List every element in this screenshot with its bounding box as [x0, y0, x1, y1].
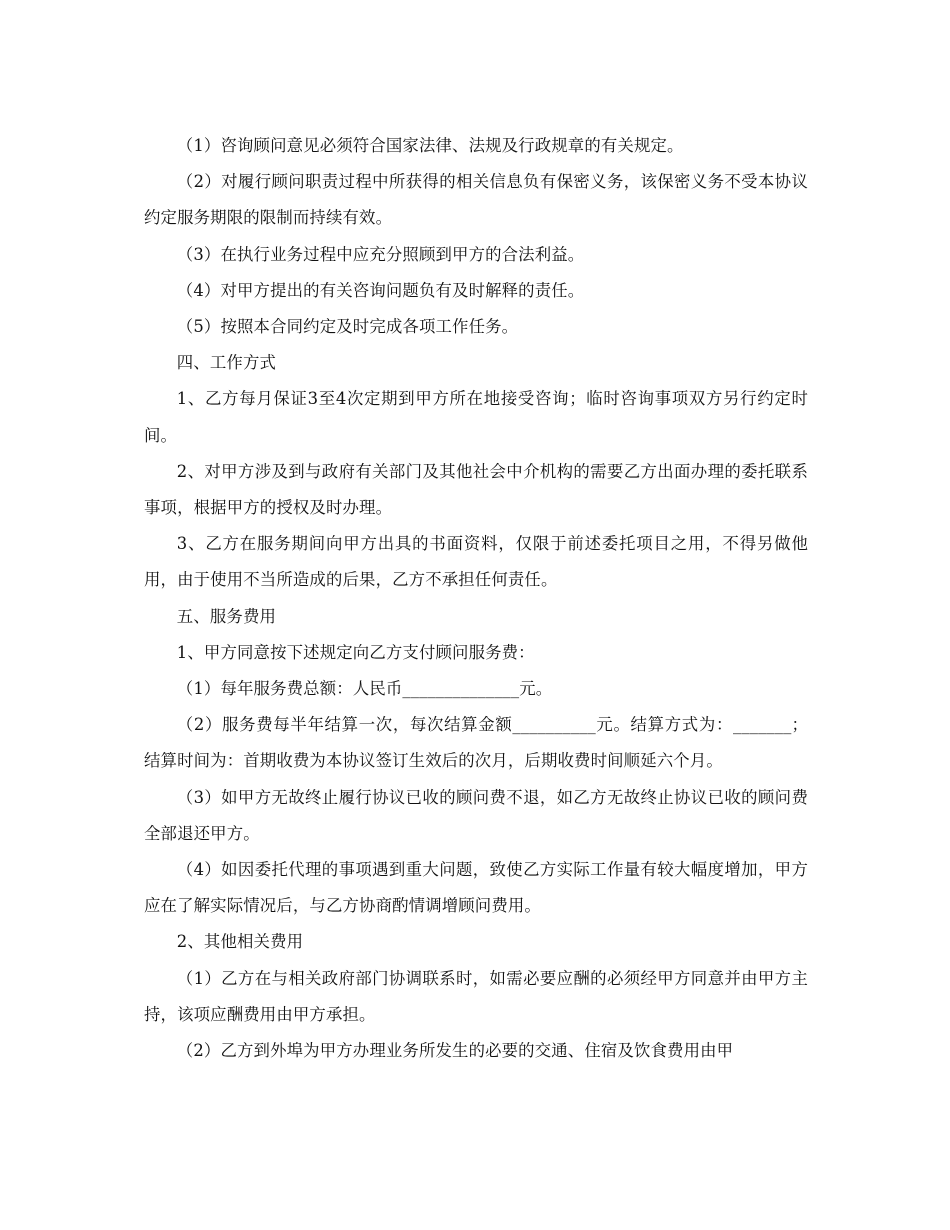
section-heading-service-fee: 五、服务费用	[176, 606, 277, 626]
clause-paragraph: 1、乙方每月保证3至4次定期到甲方所在地接受咨询；临时咨询事项双方另行约定时间。	[144, 389, 808, 445]
subsection-heading-other-fees: 2、其他相关费用	[176, 932, 304, 952]
clause-paragraph: （2）对履行顾问职责过程中所获得的相关信息负有保密义务，该保密义务不受本协议约定服务期限的限制而持续有效。	[144, 172, 808, 228]
clause-paragraph: （3）在执行业务过程中应充分照顾到甲方的合法利益。	[176, 244, 585, 264]
clause-paragraph: 3、乙方在服务期间向甲方出具的书面资料，仅限于前述委托项目之用，不得另做他用，由于使用不当所造成的后果，乙方不承担任何责任。	[144, 534, 808, 590]
clause-paragraph: （2）服务费每半年结算一次，每次结算金额__________元。结算方式为：_______；结算时间为：首期收费为本协议签订生效后的次月，后期收费时间顺延六个月。	[144, 715, 808, 771]
clause-paragraph: （4）对甲方提出的有关咨询问题负有及时解释的责任。	[176, 280, 585, 300]
document-body	[144, 128, 808, 1069]
clause-paragraph: （3）如甲方无故终止履行协议已收的顾问费不退，如乙方无故终止协议已收的顾问费全部退还甲方。	[144, 787, 808, 843]
clause-paragraph: （1）每年服务费总额：人民币______________元。	[176, 679, 553, 699]
clause-paragraph: （2）乙方到外埠为甲方办理业务所发生的必要的交通、住宿及饮食费用由甲	[176, 1041, 734, 1061]
clause-paragraph: （1）咨询顾问意见必须符合国家法律、法规及行政规章的有关规定。	[176, 136, 684, 155]
clause-paragraph: （1）乙方在与相关政府部门协调联系时，如需必要应酬的必须经甲方同意并由甲方主持，该项应酬费用由甲方承担。	[144, 968, 808, 1024]
clause-paragraph: （4）如因委托代理的事项遇到重大问题，致使乙方实际工作量有较大幅度增加，甲方应在了解实际情况后，与乙方协商酌情调增顾问费用。	[144, 860, 808, 916]
clause-paragraph: 1、甲方同意按下述规定向乙方支付顾问服务费：	[176, 642, 535, 662]
clause-paragraph: （5）按照本合同约定及时完成各项工作任务。	[176, 317, 519, 337]
clause-paragraph: 2、对甲方涉及到与政府有关部门及其他社会中介机构的需要乙方出面办理的委托联系事项，根据甲方的授权及时办理。	[144, 461, 808, 518]
section-heading-work-method: 四、工作方式	[176, 353, 277, 373]
